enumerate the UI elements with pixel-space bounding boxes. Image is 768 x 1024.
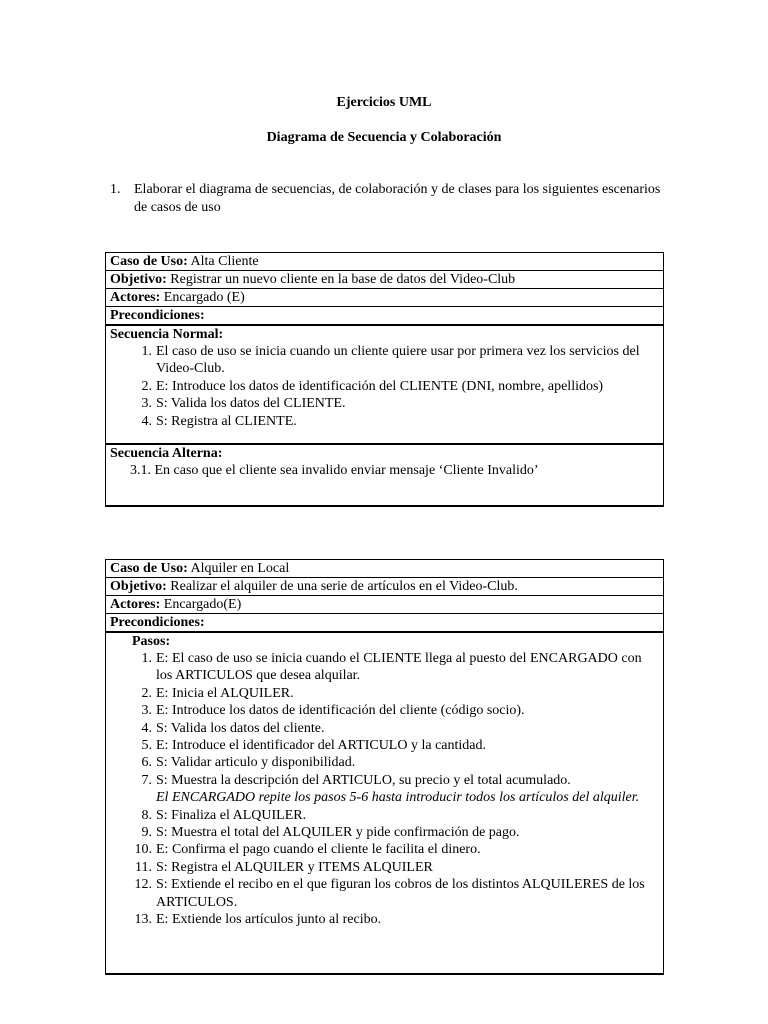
use-case-table-alta-cliente — [105, 252, 664, 507]
precondiciones-row — [106, 614, 663, 633]
list-item — [110, 702, 659, 719]
secuencia-alterna-label: Secuencia Alterna: — [110, 446, 223, 461]
step-text: S: Registra el ALQUILER y ITEMS ALQUILER — [156, 859, 433, 875]
list-item — [110, 824, 659, 841]
step-text: S: Valida los datos del cliente. — [156, 720, 325, 736]
use-case-table-alquiler-local — [105, 559, 664, 975]
caso-de-uso-value: Alquiler en Local — [190, 561, 290, 576]
list-item — [110, 841, 659, 858]
caso-de-uso-label: Caso de Uso: — [110, 254, 188, 269]
actores-row — [106, 289, 663, 307]
step-number: 5. — [141, 738, 152, 754]
list-item — [110, 395, 659, 412]
caso-de-uso-value: Alta Cliente — [190, 254, 259, 269]
list-item — [110, 911, 659, 928]
step-text: E: Introduce los datos de identificación del cliente (código socio). — [156, 703, 525, 719]
objetivo-value: Realizar el alquiler de una serie de artículos en el Video-Club. — [170, 579, 518, 594]
objetivo-label: Objetivo: — [110, 272, 167, 287]
list-item — [110, 685, 659, 702]
step-number: 3. — [141, 703, 152, 719]
list-item — [110, 876, 659, 911]
step-number: 2. — [141, 685, 152, 701]
step-number: 11. — [135, 859, 152, 875]
intro-item — [110, 181, 670, 217]
objetivo-row — [106, 271, 663, 289]
step-number: 6. — [141, 755, 152, 771]
page-subtitle: Diagrama de Secuencia y Colaboración — [266, 130, 502, 145]
step-text: E: Confirma el pago cuando el cliente le facilita el dinero. — [156, 842, 481, 858]
precondiciones-label: Precondiciones: — [110, 615, 205, 630]
actores-row — [106, 596, 663, 614]
step-text: E: Extiende los artículos junto al recibo. — [156, 912, 382, 928]
secuencia-normal-list — [110, 343, 659, 430]
step-number: 4. — [141, 413, 152, 429]
list-item — [110, 343, 659, 378]
list-item — [110, 413, 659, 430]
step-number: 10. — [134, 842, 152, 858]
secuencia-normal-section — [106, 326, 663, 445]
objetivo-label: Objetivo: — [110, 579, 167, 594]
step-number: 9. — [141, 825, 152, 841]
step-text: E: Inicia el ALQUILER. — [156, 685, 294, 701]
page-title: Ejercicios UML — [336, 95, 432, 110]
precondiciones-row — [106, 307, 663, 326]
step-text: E: Introduce el identificador del ARTICULO y la cantidad. — [156, 738, 486, 754]
secuencia-normal-label: Secuencia Normal: — [110, 327, 224, 342]
actores-label: Actores: — [110, 290, 161, 305]
step-text: E: El caso de uso se inicia cuando el CLIENTE llega al puesto del ENCARGADO con los ARTICULOS que desea alquilar. — [156, 651, 642, 684]
step-text: E: Introduce los datos de identificación del CLIENTE (DNI, nombre, apellidos) — [156, 378, 604, 394]
list-item — [110, 807, 659, 824]
step-number: 3. — [141, 396, 152, 412]
list-item — [110, 737, 659, 754]
step-number: 4. — [141, 720, 152, 736]
step-text: S: Valida los datos del CLIENTE. — [156, 396, 346, 412]
actores-label: Actores: — [110, 597, 161, 612]
step-number: 2. — [141, 378, 152, 394]
list-item — [110, 378, 659, 395]
pasos-list-continued — [110, 807, 659, 929]
step-text: S: Muestra el total del ALQUILER y pide confirmación de pago. — [156, 825, 520, 841]
step-text: S: Validar articulo y disponibilidad. — [156, 755, 356, 771]
step-number: 1. — [141, 344, 152, 359]
intro-text: Elaborar el diagrama de secuencias, de colaboración y de clases para los siguientes escenarios de casos de uso — [134, 182, 661, 215]
caso-de-uso-row — [106, 560, 663, 578]
step-number: 13. — [134, 912, 152, 928]
step-number: 8. — [141, 807, 152, 823]
objetivo-value: Registrar un nuevo cliente en la base de datos del Video-Club — [170, 272, 516, 287]
list-item — [110, 720, 659, 737]
step-text: El caso de uso se inicia cuando un cliente quiere usar por primera vez los servicios del Video-Club. — [156, 344, 640, 377]
intro-number: 1. — [110, 182, 121, 197]
secuencia-alterna-text: 3.1. En caso que el cliente sea invalido enviar mensaje ‘Cliente Invalido’ — [130, 463, 539, 478]
objetivo-row — [106, 578, 663, 596]
step-text: S: Registra al CLIENTE. — [156, 413, 297, 429]
step-number: 1. — [141, 651, 152, 666]
step-text: S: Finaliza el ALQUILER. — [156, 807, 307, 823]
step-number: 7. — [141, 772, 152, 788]
caso-de-uso-label: Caso de Uso: — [110, 561, 188, 576]
secuencia-alterna-section — [106, 445, 663, 479]
pasos-list — [110, 650, 659, 789]
list-item — [110, 754, 659, 771]
actores-value: Encargado (E) — [163, 290, 245, 305]
step-text: S: Muestra la descripción del ARTICULO, su precio y el total acumulado. — [156, 772, 571, 788]
list-item — [110, 772, 659, 789]
step-text: S: Extiende el recibo en el que figuran los cobros de los distintos ALQUILERES de los ARTICULOS. — [156, 877, 645, 910]
step-number: 12. — [134, 877, 152, 893]
precondiciones-label: Precondiciones: — [110, 308, 205, 323]
pasos-label: Pasos: — [132, 634, 171, 649]
actores-value: Encargado(E) — [163, 597, 242, 612]
list-item — [110, 650, 659, 685]
list-item — [110, 859, 659, 876]
caso-de-uso-row — [106, 253, 663, 271]
repeat-note: El ENCARGADO repite los pasos 5-6 hasta introducir todos los artículos del alquiler. — [156, 790, 640, 806]
pasos-section — [106, 633, 663, 929]
